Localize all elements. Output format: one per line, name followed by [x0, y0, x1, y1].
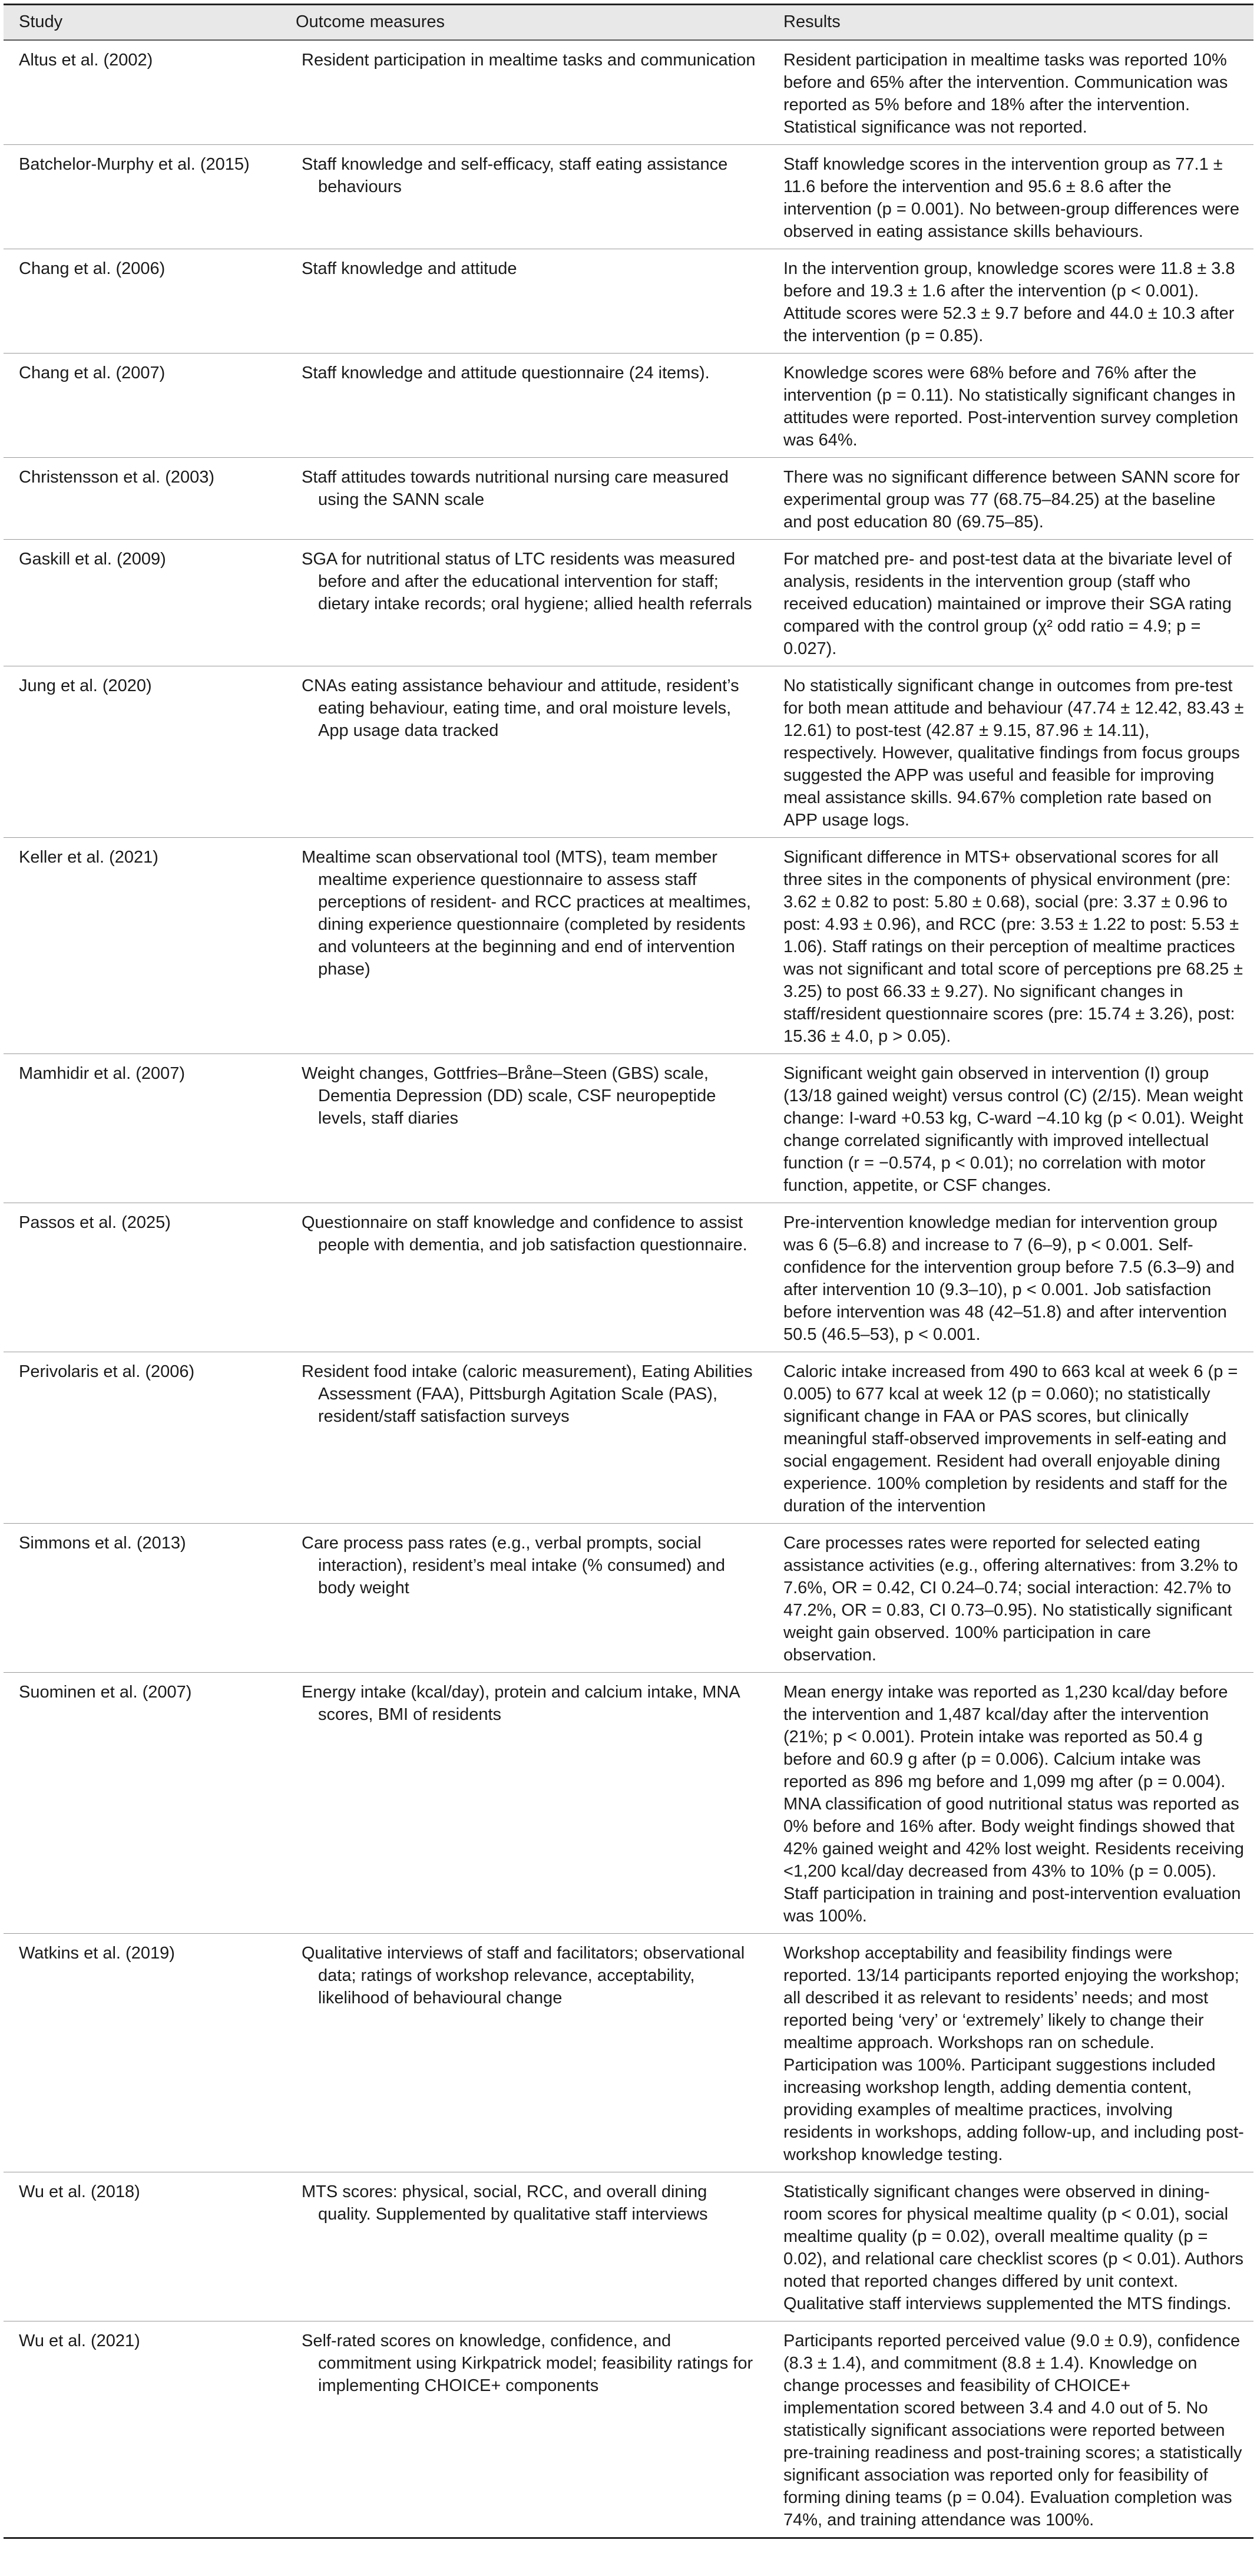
outcome-cell-text: CNAs eating assistance behaviour and attitude, resident’s eating behaviour, eating time, and oral moisture levels, App usage data tracked — [302, 676, 739, 740]
study-cell-text: Suominen et al. (2007) — [19, 1683, 192, 1702]
results-cell-text: Resident participation in mealtime tasks was reported 10% before and 65% after the intervention. Communication was reported as 5% before and 18% after the intervention. Statistical significance was not reported. — [783, 51, 1228, 137]
outcome-cell — [280, 1203, 768, 1352]
study-cell-text: Christensson et al. (2003) — [19, 468, 215, 487]
outcome-cell-text: Mealtime scan observational tool (MTS), team member mealtime experience questionnaire to assess staff perceptions of resident- and RCC practices at mealtimes, dining experience questionnaire (completed by residents and volunteers at the beginning and end of intervention phase) — [302, 848, 751, 979]
results-cell-text: Statistically significant changes were observed in dining-room scores for physical mealtime quality (p < 0.01), social mealtime quality (p = 0.02), overall mealtime quality (p = 0.02), and relational care checklist scores (p < 0.01). Authors noted that reported changes differed by unit context. Qualitative staff interviews supplemented the MTS findings. — [783, 2182, 1243, 2313]
outcome-cell-text: Questionnaire on staff knowledge and confidence to assist people with dementia, and job satisfaction questionnaire. — [302, 1213, 747, 1254]
results-cell — [768, 1352, 1253, 1524]
study-cell-text: Batchelor-Murphy et al. (2015) — [19, 155, 250, 174]
outcome-cell-text: MTS scores: physical, social, RCC, and overall dining quality. Supplemented by qualitative staff interviews — [302, 2182, 708, 2224]
study-cell-text: Simmons et al. (2013) — [19, 1534, 186, 1553]
results-cell — [768, 1524, 1253, 1673]
table-row — [4, 1673, 1253, 1934]
study-cell-text: Wu et al. (2021) — [19, 2331, 140, 2350]
table-row — [4, 249, 1253, 354]
results-cell-text: Mean energy intake was reported as 1,230 kcal/day before the intervention and 1,487 kcal/day after the intervention (21%; p < 0.001). Protein intake was reported as 50.4 g before and 60.9 g after (p = 0.006). Calcium intake was reported as 896 mg before and 1,099 mg after (p = 0.004). MNA classification of good nutritional status was reported as 0% before and 16% after. Body weight findings showed that 42% gained weight and 42% lost weight. Residents receiving <1,200 kcal/day decreased from 43% to 10% (p = 0.005). Staff participation in training and post-intervention evaluation was 100%. — [783, 1683, 1244, 1926]
outcome-cell — [280, 249, 768, 354]
results-cell — [768, 666, 1253, 838]
results-cell-text: Caloric intake increased from 490 to 663 kcal at week 6 (p = 0.005) to 677 kcal at week 12 (p = 0.060); no statistically significant change in FAA or PAS scores, but clinically meaningful staff-observed improvements in self-eating and social engagement. Resident had overall enjoyable dining experience. 100% completion by residents and staff for the duration of the intervention — [783, 1362, 1238, 1515]
results-cell-text: Staff knowledge scores in the intervention group as 77.1 ± 11.6 before the intervention and 95.6 ± 8.6 after the intervention (p = 0.001). No between-group differences were observed in eating assistance skills behaviours. — [783, 155, 1240, 241]
study-cell — [4, 540, 280, 666]
results-cell — [768, 838, 1253, 1054]
results-cell-text: Knowledge scores were 68% before and 76% after the intervention (p = 0.11). No statistically significant changes in attitudes were reported. Post-intervention survey completion was 64%. — [783, 364, 1239, 450]
table-header — [4, 5, 1253, 41]
results-cell — [768, 458, 1253, 540]
table-row — [4, 838, 1253, 1054]
study-cell-text: Watkins et al. (2019) — [19, 1944, 175, 1963]
results-cell — [768, 1934, 1253, 2172]
header-study: Study — [19, 12, 63, 31]
outcome-cell-text: Weight changes, Gottfries–Bråne–Steen (GBS) scale, Dementia Depression (DD) scale, CSF neuropeptide levels, staff diaries — [302, 1064, 716, 1128]
outcome-cell-text: Resident food intake (caloric measurement), Eating Abilities Assessment (FAA), Pittsburgh Agitation Scale (PAS), resident/staff satisfaction surveys — [302, 1362, 753, 1426]
results-cell — [768, 540, 1253, 666]
table-row — [4, 1524, 1253, 1673]
study-cell-text: Mamhidir et al. (2007) — [19, 1064, 186, 1083]
study-cell — [4, 354, 280, 458]
outcome-cell-text: Care process pass rates (e.g., verbal prompts, social interaction), resident’s meal intake (% consumed) and body weight — [302, 1534, 725, 1597]
study-cell-text: Chang et al. (2006) — [19, 259, 166, 278]
header-results: Results — [783, 12, 841, 31]
study-cell — [4, 145, 280, 249]
table-row — [4, 1934, 1253, 2172]
table-row — [4, 540, 1253, 666]
study-cell — [4, 1054, 280, 1203]
study-cell — [4, 249, 280, 354]
table-row — [4, 1054, 1253, 1203]
results-cell-text: In the intervention group, knowledge scores were 11.8 ± 3.8 before and 19.3 ± 1.6 after the intervention (p < 0.001). Attitude scores were 52.3 ± 9.7 before and 44.0 ± 10.3 after the intervention (p = 0.85). — [783, 259, 1235, 345]
results-cell-text: No statistically significant change in outcomes from pre-test for both mean attitude and behaviour (47.74 ± 12.42, 83.43 ± 12.61) to post-test (42.87 ± 9.15, 87.96 ± 14.11), respectively. However, qualitative findings from focus groups suggested the APP was useful and feasible for improving meal assistance skills. 94.67% completion rate based on APP usage logs. — [783, 676, 1244, 830]
results-cell — [768, 1054, 1253, 1203]
results-cell — [768, 354, 1253, 458]
outcome-cell-text: Staff knowledge and attitude — [302, 259, 517, 278]
outcome-cell-text: Staff knowledge and self-efficacy, staff eating assistance behaviours — [302, 155, 728, 196]
results-cell-text: Significant difference in MTS+ observational scores for all three sites in the components of physical environment (pre: 3.62 ± 0.82 to post: 5.80 ± 0.68), social (pre: 3.37 ± 0.96 to post: 4.93 ± 0.96), and RCC (pre: 3.53 ± 1.22 to post: 5.53 ± 1.06). Staff ratings on their perception of mealtime practices was not significant and total score of perceptions pre 68.25 ± 3.25) to post 66.33 ± 9.27). No significant changes in staff/resident questionnaire scores (pre: 15.74 ± 3.26), post: 15.36 ± 4.0, p > 0.05). — [783, 848, 1243, 1046]
study-cell — [4, 2172, 280, 2321]
results-cell-text: Workshop acceptability and feasibility findings were reported. 13/14 participants reported enjoying the workshop; all described it as relevant to residents’ needs; and most reported being ‘very’ or ‘extremely’ likely to change their mealtime approach. Workshops ran on schedule. Participation was 100%. Participant suggestions included increasing workshop length, adding dementia content, providing examples of mealtime practices, involving residents in workshops, adding follow-up, and including post-workshop knowledge testing. — [783, 1944, 1244, 2164]
study-cell — [4, 1352, 280, 1524]
outcome-cell-text: Self-rated scores on knowledge, confidence, and commitment using Kirkpatrick model; feasibility ratings for implementing CHOICE+ components — [302, 2331, 753, 2395]
outcome-cell-text: Energy intake (kcal/day), protein and calcium intake, MNA scores, BMI of residents — [302, 1683, 740, 1724]
outcome-cell-text: Resident participation in mealtime tasks and communication — [302, 51, 756, 70]
table-row — [4, 1352, 1253, 1524]
table-row — [4, 2172, 1253, 2321]
outcome-cell — [280, 1934, 768, 2172]
outcome-cell — [280, 2172, 768, 2321]
results-cell — [768, 249, 1253, 354]
study-cell — [4, 666, 280, 838]
results-cell-text: There was no significant difference between SANN score for experimental group was 77 (68.75–84.25) at the baseline and post education 80 (69.75–85). — [783, 468, 1240, 531]
table-row — [4, 666, 1253, 838]
study-cell — [4, 458, 280, 540]
results-cell — [768, 2321, 1253, 2538]
study-cell — [4, 838, 280, 1054]
results-cell-text: Significant weight gain observed in intervention (I) group (13/18 gained weight) versus control (C) (2/15). Mean weight change: I-ward +0.53 kg, C-ward −4.10 kg (p < 0.01). Weight change correlated significantly with improved intellectual function (r = −0.574, p < 0.01); no correlation with motor function, appetite, or CSF changes. — [783, 1064, 1243, 1195]
study-cell — [4, 1203, 280, 1352]
study-cell — [4, 1934, 280, 2172]
outcome-cell-text: Staff knowledge and attitude questionnaire (24 items). — [302, 364, 710, 382]
outcome-cell — [280, 354, 768, 458]
study-cell-text: Altus et al. (2002) — [19, 51, 153, 70]
outcome-cell — [280, 1673, 768, 1934]
results-cell-text: Participants reported perceived value (9.0 ± 0.9), confidence (8.3 ± 1.4), and commitment (8.8 ± 1.4). Knowledge on change processes and feasibility of CHOICE+ implementation scored between 3.4 and 4.0 out of 5. No statistically significant associations were reported between pre-training readiness and post-training scores; a statistically significant association was reported only for feasibility of forming dining teams (p = 0.04). Evaluation completion was 74%, and training attendance was 100%. — [783, 2331, 1242, 2529]
outcome-cell-text: SGA for nutritional status of LTC residents was measured before and after the educational intervention for staff; dietary intake records; oral hygiene; allied health referrals — [302, 550, 752, 613]
results-cell — [768, 145, 1253, 249]
header-row — [4, 5, 1253, 41]
outcome-cell-text: Staff attitudes towards nutritional nursing care measured using the SANN scale — [302, 468, 729, 509]
outcome-cell — [280, 145, 768, 249]
results-table — [4, 4, 1253, 2539]
study-cell — [4, 1524, 280, 1673]
outcome-cell — [280, 458, 768, 540]
study-cell-text: Passos et al. (2025) — [19, 1213, 171, 1232]
outcome-cell — [280, 666, 768, 838]
study-cell-text: Gaskill et al. (2009) — [19, 550, 166, 569]
study-cell-text: Perivolaris et al. (2006) — [19, 1362, 195, 1381]
table-row — [4, 2321, 1253, 2538]
results-cell — [768, 1203, 1253, 1352]
study-cell — [4, 40, 280, 145]
outcome-cell — [280, 1054, 768, 1203]
study-cell — [4, 2321, 280, 2538]
results-cell — [768, 2172, 1253, 2321]
study-cell-text: Wu et al. (2018) — [19, 2182, 140, 2201]
outcome-cell — [280, 2321, 768, 2538]
outcome-cell — [280, 1352, 768, 1524]
study-cell-text: Jung et al. (2020) — [19, 676, 152, 695]
table-row — [4, 458, 1253, 540]
results-cell — [768, 1673, 1253, 1934]
results-cell — [768, 40, 1253, 145]
table-row — [4, 354, 1253, 458]
table-row — [4, 1203, 1253, 1352]
study-cell-text: Chang et al. (2007) — [19, 364, 166, 382]
table-row — [4, 40, 1253, 145]
study-cell — [4, 1673, 280, 1934]
results-cell-text: Care processes rates were reported for selected eating assistance activities (e.g., offering alternatives: from 3.2% to 7.6%, OR = 0.42, CI 0.24–0.74; social interaction: 42.7% to 47.2%, OR = 0.83, CI 0.73–0.95). No statistically significant weight gain observed. 100% participation in care observation. — [783, 1534, 1238, 1665]
study-cell-text: Keller et al. (2021) — [19, 848, 158, 867]
outcome-cell — [280, 1524, 768, 1673]
outcome-cell-text: Qualitative interviews of staff and facilitators; observational data; ratings of workshop relevance, acceptability, likelihood of behavioural change — [302, 1944, 745, 2007]
results-cell-text: Pre-intervention knowledge median for intervention group was 6 (5–6.8) and increase to 7 (6–9), p < 0.001. Self-confidence for the intervention group before 7.5 (6.3–9) and after intervention 10 (9.3–10), p < 0.001. Job satisfaction before intervention was 48 (42–51.8) and after intervention 50.5 (46.5–53), p < 0.001. — [783, 1213, 1235, 1344]
outcome-cell — [280, 540, 768, 666]
header-outcome-measures: Outcome measures — [296, 12, 445, 31]
results-cell-text: For matched pre- and post-test data at the bivariate level of analysis, residents in the intervention group (staff who received education) maintained or improve their SGA rating compared with the control group (χ² odd ratio = 4.9; p = 0.027). — [783, 550, 1232, 658]
table-row — [4, 145, 1253, 249]
table-body — [4, 40, 1253, 2538]
outcome-cell — [280, 40, 768, 145]
outcome-cell — [280, 838, 768, 1054]
